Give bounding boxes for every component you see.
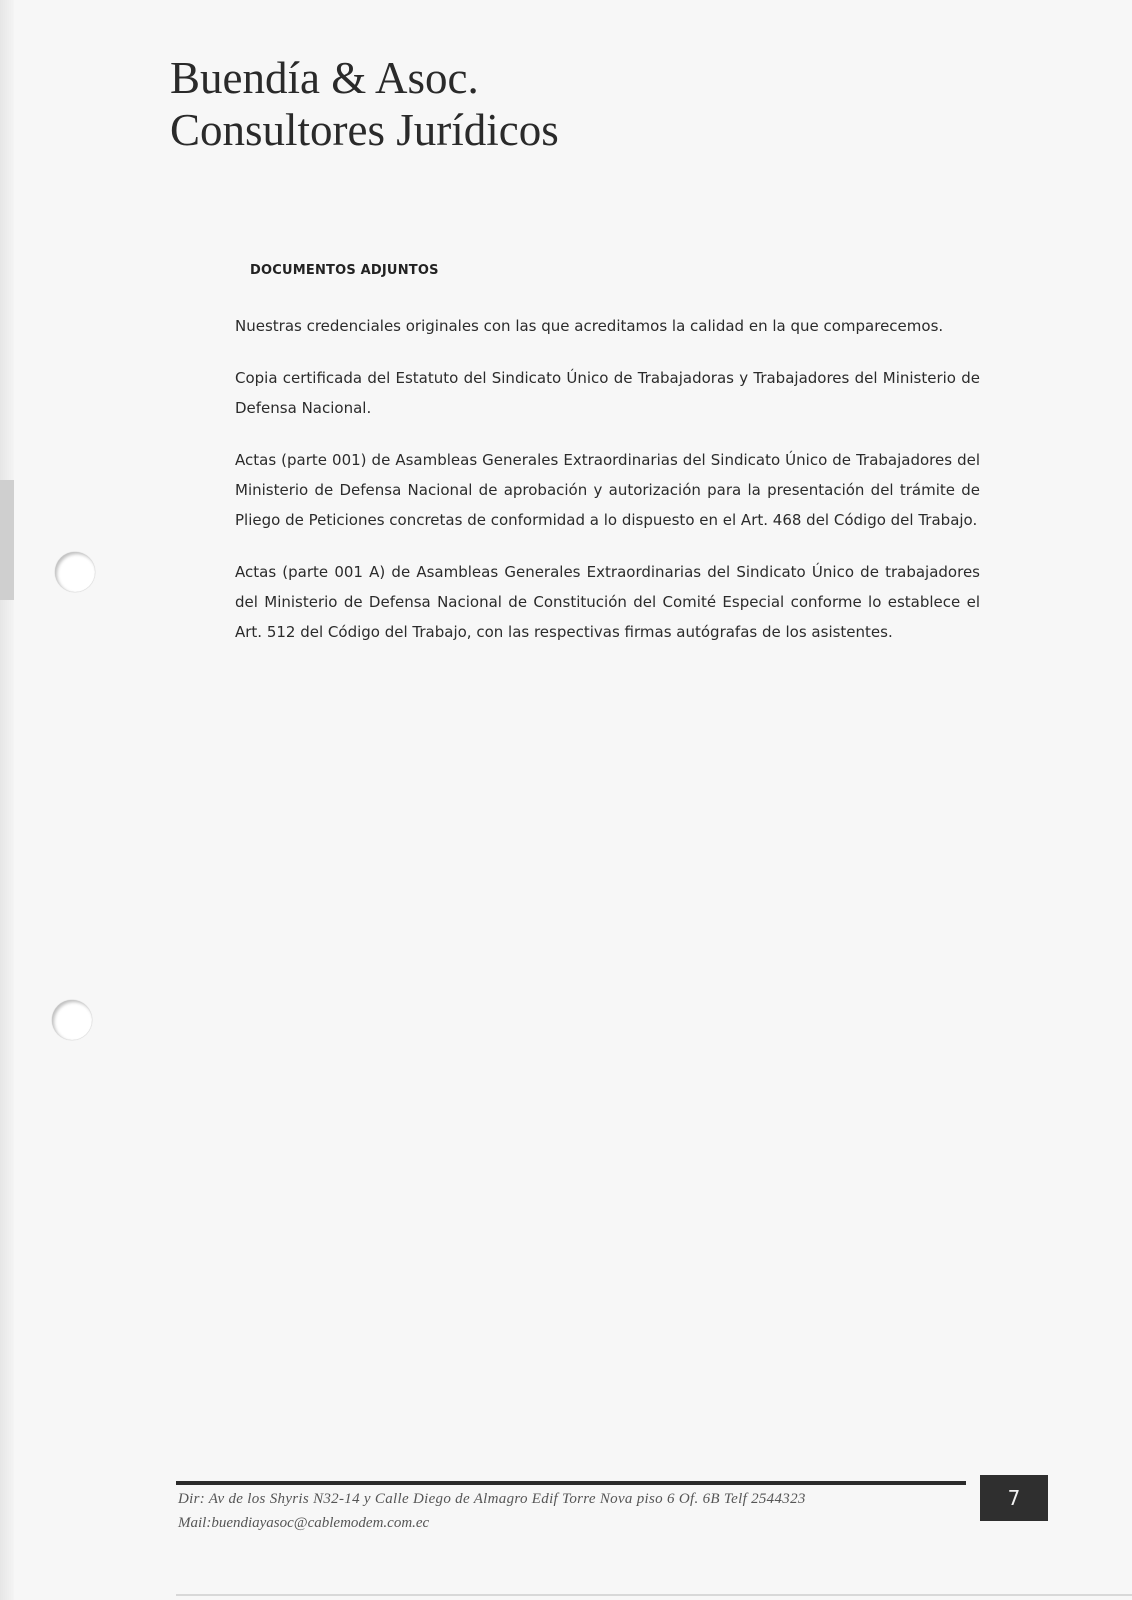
attached-document-item: Actas (parte 001) de Asambleas Generales Extraordinarias del Sindicato Único de Trabajadores del Ministerio de Defensa Nacional de aprobación y autorización para la presentación del trámite de Pliego de Peticiones concretas de conformidad a lo dispuesto en el Art. 468 del Código del Trabajo. — [235, 451, 980, 529]
punch-hole-top — [55, 552, 95, 592]
attached-document-item: Copia certificada del Estatuto del Sindicato Único de Trabajadoras y Trabajadores del Ministerio de Defensa Nacional. — [235, 369, 980, 417]
section-heading: DOCUMENTOS ADJUNTOS — [250, 263, 439, 278]
footer-email: Mail:buendiayasoc@cablemodem.com.ec — [178, 1515, 430, 1531]
footer-divider — [176, 1481, 966, 1485]
firm-name-line2: Consultores Jurídicos — [170, 105, 559, 155]
page-number: 7 — [1007, 1486, 1021, 1510]
attached-document-item: Actas (parte 001 A) de Asambleas Generales Extraordinarias del Sindicato Único de trabajadores del Ministerio de Defensa Nacional de Constitución del Comité Especial conforme lo establece el Art. 512 del Código del Trabajo, con las respectivas firmas autógrafas de los asistentes. — [235, 563, 980, 641]
punch-hole-bottom — [52, 1000, 92, 1040]
attached-document-item: Nuestras credenciales originales con las que acreditamos la calidad en la que comparecemos. — [235, 317, 944, 335]
footer-address: Dir: Av de los Shyris N32-14 y Calle Diego de Almagro Edif Torre Nova piso 6 Of. 6B Telf 2544323 — [178, 1491, 806, 1507]
firm-name-line1: Buendía & Asoc. — [170, 53, 479, 103]
document-page — [14, 0, 1132, 1600]
attached-documents-list — [235, 311, 980, 669]
letterhead-firm-name — [170, 52, 559, 156]
sheet-bottom-edge — [176, 1594, 1132, 1596]
scan-edge-shadow — [0, 480, 14, 600]
page-number-box — [980, 1475, 1048, 1521]
